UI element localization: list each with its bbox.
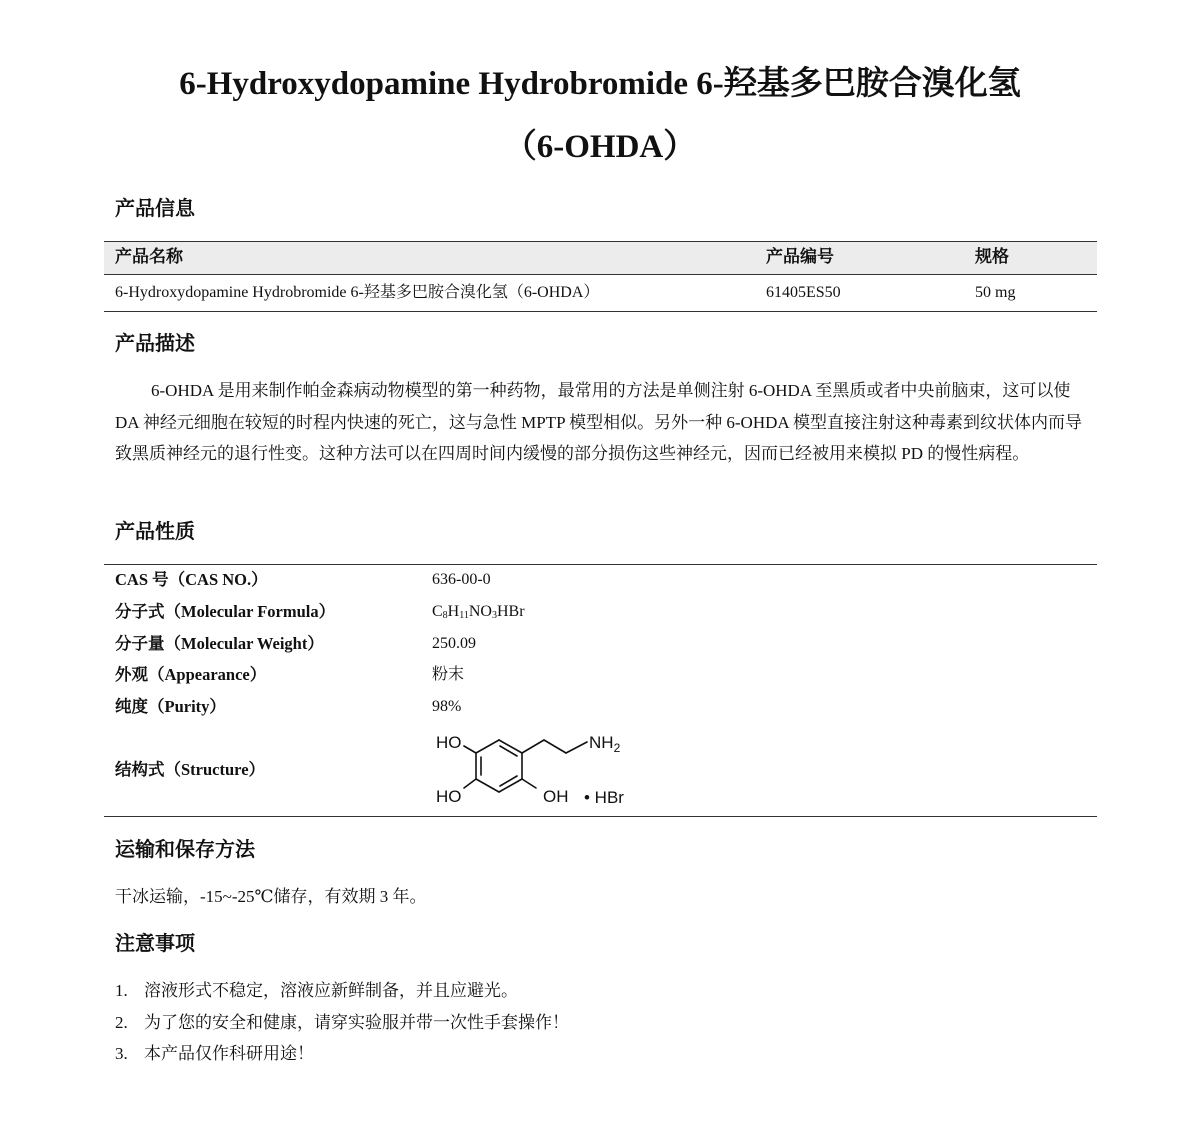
properties-heading: 产品性质 <box>115 521 195 543</box>
table-header-rule <box>104 274 1097 275</box>
hydrobromide-salt-label: • HBr <box>584 788 624 807</box>
formula-value: $C_8H_{11}NO_3HBr$ <box>432 603 525 621</box>
description-paragraph: 6-OHDA 是用来制作帕金森病动物模型的第一种药物，最常用的方法是单侧注射 6-OHDA 至黑质或者中央前脑束，这可以使 DA 神经元细胞在较短的时程内快速的死亡，这与急性 MPTP 模型相似。另外一种 6-OHDA 模型直接注射这种毒素到纹状体内而导致黑质神经元的退行性变。这种方法可以在四周时间内缓慢的部分损伤这些神经元，因而已经被用来模拟 PD 的慢性病程。 <box>115 381 1082 463</box>
notes-heading: 注意事项 <box>115 933 195 955</box>
column-header-code: 产品编号 <box>766 247 834 266</box>
list-item: 3. 本产品仅作科研用途！ <box>115 1044 314 1063</box>
appearance-label: 外观（Appearance） <box>115 665 267 684</box>
hydroxyl-right-label: OH <box>543 787 569 806</box>
properties-bottom-rule <box>104 816 1097 817</box>
storage-text: 干冰运输，-15~-25℃储存，有效期 3 年。 <box>115 887 427 906</box>
list-item: 2. 为了您的安全和健康，请穿实验服并带一次性手套操作！ <box>115 1013 569 1032</box>
product-spec-cell: 50 mg <box>975 284 1016 301</box>
page-subtitle-abbreviation: （6-OHDA） <box>503 129 697 165</box>
structure-label: 结构式（Structure） <box>115 760 266 779</box>
product-info-table-header-bg <box>104 242 1097 274</box>
storage-heading: 运输和保存方法 <box>115 839 255 861</box>
chemical-structure-diagram <box>432 728 642 812</box>
cas-value: 636-00-0 <box>432 571 491 588</box>
product-name-cell: 6-Hydroxydopamine Hydrobromide 6-羟基多巴胺合溴化氢（6-OHDA） <box>115 284 600 301</box>
column-header-spec: 规格 <box>975 247 1009 266</box>
hydroxyl-top-label: HO <box>436 733 462 752</box>
hydroxyl-bottom-label: HO <box>436 787 462 806</box>
description-heading: 产品描述 <box>115 333 195 355</box>
product-code-cell: 61405ES50 <box>766 284 841 301</box>
cas-label: CAS 号（CAS NO.） <box>115 570 268 589</box>
formula-label: 分子式（Molecular Formula） <box>115 602 336 621</box>
purity-value: 98% <box>432 698 462 715</box>
amine-label: $NH_2$ <box>589 733 621 755</box>
table-bottom-rule <box>104 311 1097 312</box>
page-title: 6-Hydroxydopamine Hydrobromide 6-羟基多巴胺合溴化氢 <box>179 66 1021 102</box>
properties-top-rule <box>104 564 1097 565</box>
weight-label: 分子量（Molecular Weight） <box>115 634 324 653</box>
appearance-value: 粉末 <box>432 666 465 683</box>
table-top-rule <box>104 241 1097 242</box>
list-item: 1. 溶液形式不稳定，溶液应新鲜制备，并且应避光。 <box>115 981 518 1000</box>
column-header-name: 产品名称 <box>115 247 183 266</box>
purity-label: 纯度（Purity） <box>115 697 226 716</box>
weight-value: 250.09 <box>432 635 476 652</box>
product-info-heading: 产品信息 <box>115 198 195 220</box>
